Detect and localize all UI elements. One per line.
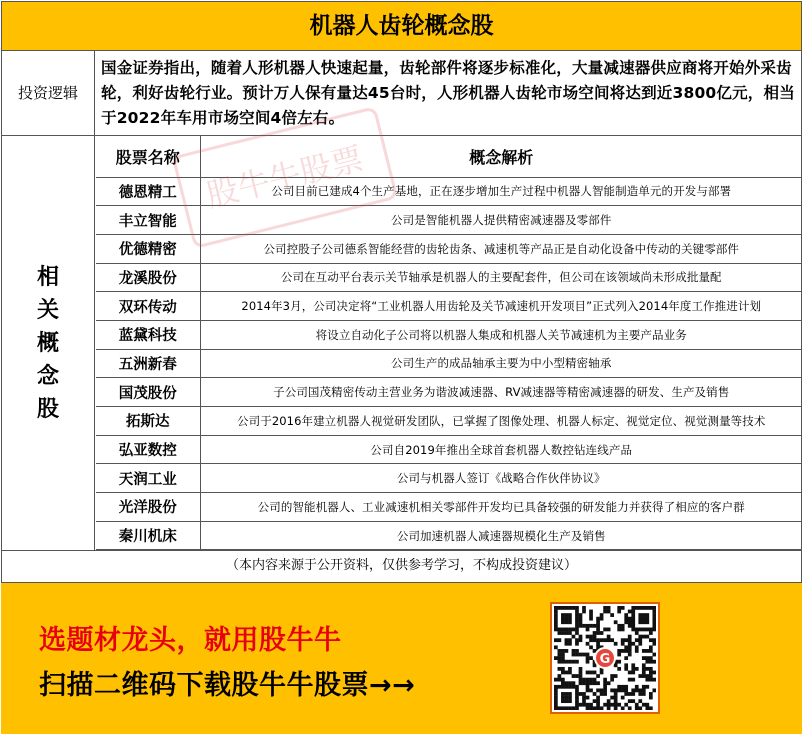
investment-logic-text: 国金证券指出，随着人形机器人快速起量，齿轮部件将逐步标准化，大量减速器供应商将开始外采齿轮，利好齿轮行业。预计万人保有量达45台时，人形机器人齿轮市场空间将达到近3800亿元，相当于2022年车用市场空间4倍左右。	[101, 59, 795, 127]
investment-logic-row	[1, 51, 802, 136]
stock-analysis: 公司加速机器人减速器规模化生产及销售	[200, 521, 802, 550]
stock-name: 德恩精工	[96, 177, 200, 206]
table-row	[96, 292, 802, 321]
stock-analysis: 公司与机器人签订《战略合作伙伴协议》	[200, 464, 802, 493]
table-row	[96, 493, 802, 522]
stock-name: 丰立智能	[96, 206, 200, 235]
table-row	[96, 234, 802, 263]
stock-analysis: 公司生产的成品轴承主要为中小型精密轴承	[200, 349, 802, 378]
stock-name: 拓斯达	[96, 407, 200, 436]
table-row	[96, 177, 802, 206]
stock-analysis: 公司目前已建成4个生产基地，正在逐步增加生产过程中机器人智能制造单元的开发与部署	[200, 177, 802, 206]
promo-line-1: 选题材龙头，就用股牛牛	[39, 625, 342, 656]
column-header-name: 股票名称	[96, 136, 200, 177]
table-header-row	[96, 136, 802, 177]
promo-line-2: 扫描二维码下载股牛牛股票→→	[39, 670, 416, 701]
table-row	[96, 378, 802, 407]
stocks-table	[96, 136, 802, 550]
stock-name: 秦川机床	[96, 521, 200, 550]
disclaimer-text: （本内容来源于公开资料，仅供参考学习，不构成投资建议）	[1, 551, 802, 583]
table-row	[96, 206, 802, 235]
page-title: 机器人齿轮概念股	[1, 1, 802, 51]
stock-analysis: 公司于2016年建立机器人视觉研发团队，已掌握了图像处理、机器人标定、视觉定位、视觉测量等技术	[200, 407, 802, 436]
promo-footer	[1, 583, 802, 734]
investment-logic-label: 投资逻辑	[2, 51, 95, 135]
stock-analysis: 公司自2019年推出全球首套机器人数控钻连线产品	[200, 435, 802, 464]
stock-analysis: 子公司国茂精密传动主营业务为谐波减速器、RV减速器等精密减速器的研发、生产及销售	[200, 378, 802, 407]
related-stocks-section	[1, 136, 802, 551]
related-stocks-label: 相关概念股	[2, 136, 95, 550]
stock-name: 弘亚数控	[96, 435, 200, 464]
stock-name: 光洋股份	[96, 493, 200, 522]
table-row	[96, 435, 802, 464]
download-qr-code[interactable]	[550, 602, 660, 714]
watermark-stamp: 股牛牛股票	[172, 106, 399, 249]
stock-name: 优德精密	[96, 234, 200, 263]
qr-logo-letter: G	[599, 652, 611, 667]
qr-code-icon	[554, 606, 656, 710]
stock-analysis: 公司的智能机器人、工业减速机相关零部件开发均已具备较强的研发能力并获得了相应的客户群	[200, 493, 802, 522]
column-header-analysis: 概念解析	[200, 136, 802, 177]
table-row	[96, 320, 802, 349]
table-row	[96, 349, 802, 378]
stock-name: 天润工业	[96, 464, 200, 493]
stock-name: 国茂股份	[96, 378, 200, 407]
table-row	[96, 407, 802, 436]
table-row	[96, 464, 802, 493]
stock-analysis: 将设立自动化子公司将以机器人集成和机器人关节减速机为主要产品业务	[200, 320, 802, 349]
stock-analysis: 公司是智能机器人提供精密减速器及零部件	[200, 206, 802, 235]
stock-name: 龙溪股份	[96, 263, 200, 292]
stock-analysis: 2014年3月，公司决定将“工业机器人用齿轮及关节减速机开发项目”正式列入2014年度工作推进计划	[200, 292, 802, 321]
stock-name: 五洲新春	[96, 349, 200, 378]
stock-analysis: 公司在互动平台表示关节轴承是机器人的主要配套件，但公司在该领域尚未形成批量配	[200, 263, 802, 292]
stock-analysis: 公司控股子公司德系智能经营的齿轮齿条、减速机等产品正是自动化设备中传动的关键零部件	[200, 234, 802, 263]
stock-name: 蓝黛科技	[96, 320, 200, 349]
table-row	[96, 521, 802, 550]
stock-name: 双环传动	[96, 292, 200, 321]
table-row	[96, 263, 802, 292]
